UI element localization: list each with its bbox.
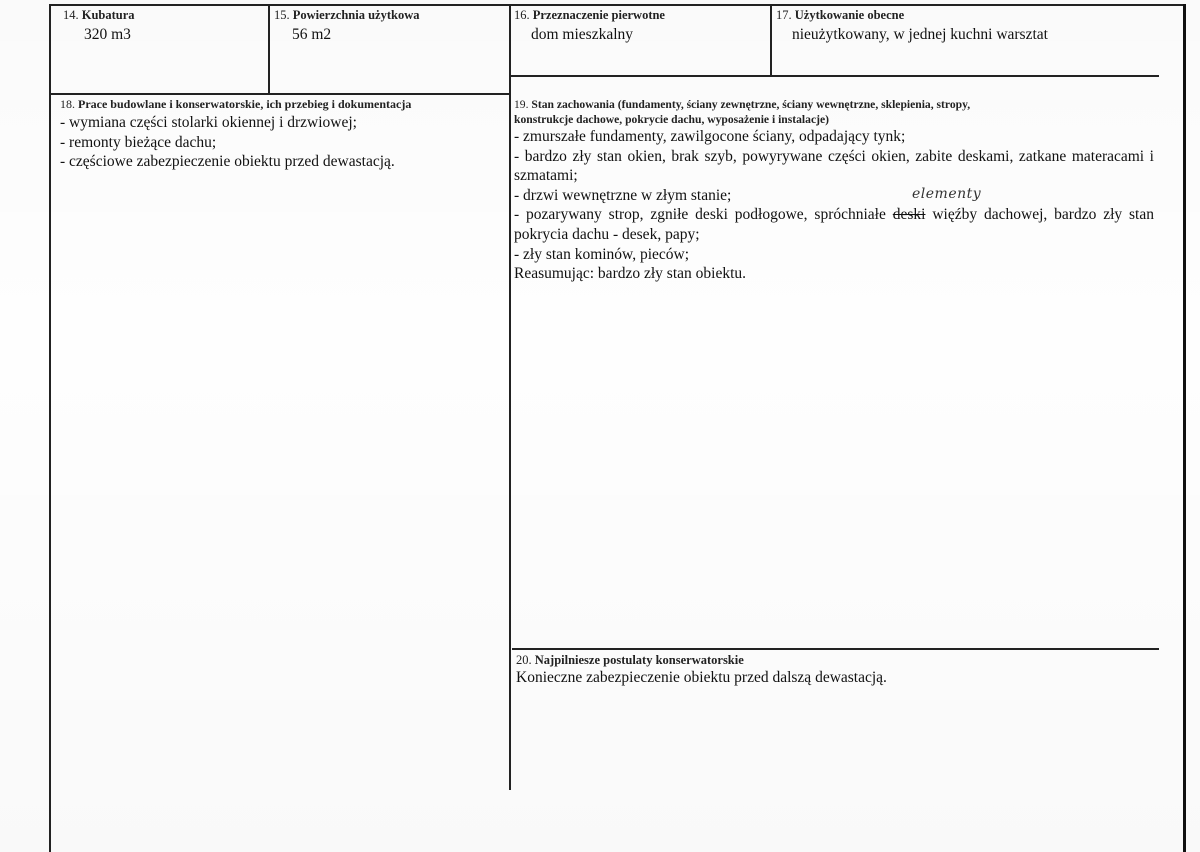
divider-16-17 [770, 4, 772, 76]
field-16-number: 16. [514, 8, 530, 22]
condition-text-after: więźby dachowej, bardzo zły stan pokrycia dachu - desek, papy; [514, 206, 1154, 243]
condition-paragraph: - drzwi wewnętrzne w złym stanie; [514, 186, 732, 204]
field-17-label [776, 8, 1176, 23]
field-16-title: Przeznaczenie pierwotne [532, 8, 665, 22]
field-16-przeznaczenie [514, 8, 764, 44]
field-17-title: Użytkowanie obecne [794, 8, 905, 22]
field-15-value: 56 m2 [292, 26, 332, 43]
left-border [49, 4, 51, 852]
row-divider-right [509, 75, 1159, 77]
field-15-number: 15. [274, 8, 290, 22]
field-17-uzytkowanie [776, 8, 1176, 44]
field-16-label [514, 8, 764, 23]
field-18-number: 18. [60, 97, 75, 111]
field-18-list [60, 113, 505, 172]
condition-paragraph: - zły stan kominów, pieców; [514, 245, 690, 263]
field-14-value: 320 m3 [84, 26, 131, 43]
field-19-label [514, 97, 1154, 112]
summary-paragraph: Reasumując: bardzo zły stan obiektu. [514, 265, 747, 283]
field-18-label [60, 97, 505, 112]
handwritten-correction: elementy [912, 186, 982, 202]
field-15-powierzchnia [274, 8, 504, 44]
field-20-label [516, 653, 1156, 668]
condition-paragraph: - zmurszałe fundamenty, zawilgocone ściany, odpadający tynk; [514, 128, 906, 145]
field-18-prace-budowlane [60, 97, 505, 172]
field-14-title: Kubatura [81, 8, 135, 22]
field-19-title-line1: Stan zachowania (fundamenty, ściany zewnętrzne, ściany wewnętrzne, sklepienia, stropy, [531, 98, 971, 111]
divider-19-20 [512, 648, 1159, 650]
right-border [1183, 4, 1186, 852]
field-19-body [514, 127, 1154, 284]
list-item: - częściowe zabezpieczenie obiektu przed dewastacją. [60, 153, 395, 171]
field-15-label [274, 8, 504, 23]
condition-text-before: - pozarywany strop, zgniłe deski podłogowe, spróchniałe [514, 206, 893, 224]
field-20-value: Konieczne zabezpieczenie obiektu przed dalszą dewastacją. [516, 669, 887, 686]
struck-out-word: deski [892, 206, 926, 224]
field-16-value: dom mieszkalny [531, 26, 634, 43]
field-20-title: Najpilniesze postulaty konserwatorskie [534, 653, 744, 667]
field-19-stan-zachowania [514, 97, 1154, 284]
divider-main [509, 4, 511, 790]
field-15-title: Powierzchnia użytkowa [292, 8, 420, 22]
divider-14-15 [268, 4, 270, 94]
top-border [50, 4, 1185, 6]
list-item: - remonty bieżące dachu; [60, 133, 217, 151]
field-18-title: Prace budowlane i konserwatorskie, ich przebieg i dokumentacja [78, 97, 412, 111]
field-14-label [63, 8, 263, 23]
condition-paragraph: - bardzo zły stan okien, brak szyb, powyrywane części okien, zabite deskami, zatkane materacami i szmatami; [514, 147, 1154, 185]
row-divider-left [50, 93, 509, 95]
field-19-title-line2: konstrukcje dachowe, pokrycie dachu, wyposażenie i instalacje) [514, 113, 829, 126]
field-20-number: 20. [516, 653, 532, 667]
field-17-value: nieużytkowany, w jednej kuchni warsztat [792, 26, 1048, 43]
field-17-number: 17. [776, 8, 792, 22]
field-20-postulaty [516, 653, 1156, 688]
condition-paragraph-with-correction [514, 205, 1154, 244]
list-item: - wymiana części stolarki okiennej i drzwiowej; [60, 114, 357, 131]
field-14-number: 14. [63, 8, 79, 22]
field-14-kubatura [63, 8, 263, 44]
field-19-number: 19. [514, 98, 529, 111]
